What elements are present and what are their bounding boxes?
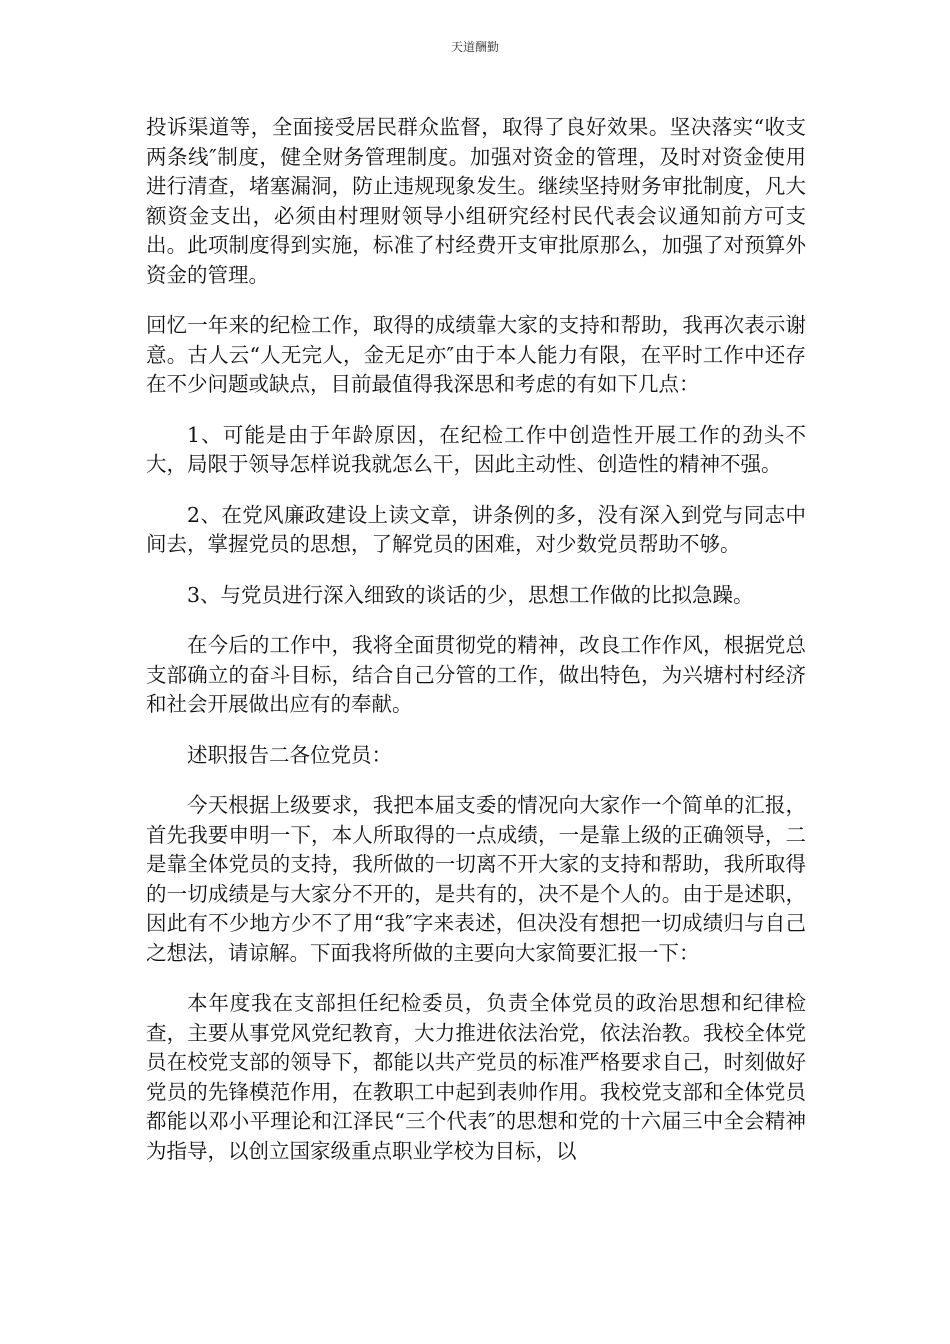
paragraph-7: 述职报告二各位党员： (187, 742, 392, 767)
paragraph-3: 1、可能是由于年龄原因，在纪检工作中创造性开展工作的劲头不大，局限于领导怎样说我就怎么干，因此主动性、创造性的精神不强。 (146, 422, 806, 476)
paragraph-6: 在今后的工作中，我将全面贯彻党的精神，改良工作作风，根据党总支部确立的奋斗目标，结合自己分管的工作，做出特色，为兴塘村村经济和社会开展做出应有的奉献。 (146, 633, 806, 716)
paragraph-9: 本年度我在支部担任纪检委员，负责全体党员的政治思想和纪律检查，主要从事党风党纪教育，大力推进依法治党，依法治教。我校全体党员在校党支部的领导下，都能以共产党员的标准严格要求自己，时刻做好党员的先锋模范作用，在教职工中起到表帅作用。我校党支部和全体党员都能以邓小平理论和江泽民“三个代表″的思想和党的十六届三中全会精神为指导，以创立国家级重点职业学校为目标，以 (146, 991, 806, 1163)
paragraph-2: 回忆一年来的纪检工作，取得的成绩靠大家的支持和帮助，我再次表示谢意。古人云“人无完人，金无足亦″由于本人能力有限，在平时工作中还存在不少问题或缺点，目前最值得我深思和考虑的有如下几点： (146, 313, 806, 396)
paragraph-4: 2、在党风廉政建设上读文章，讲条例的多，没有深入到党与同志中间去，掌握党员的思想，了解党员的困难，对少数党员帮助不够。 (146, 502, 806, 556)
paragraph-8: 今天根据上级要求，我把本届支委的情况向大家作一个简单的汇报，首先我要申明一下，本人所取得的一点成绩，一是靠上级的正确领导，二是靠全体党员的支持，我所做的一切离不开大家的支持和帮助，我所取得的一切成绩是与大家分不开的，是共有的，决不是个人的。由于是述职，因此有不少地方少不了用“我″字来表述，但决没有想把一切成绩归与自己之想法，请谅解。下面我将所做的主要向大家简要汇报一下： (146, 793, 806, 965)
document-body (146, 113, 806, 1187)
page-header: 天道酬勤 (450, 40, 499, 54)
paragraph-5: 3、与党员进行深入细致的谈话的少，思想工作做的比拟急躁。 (187, 582, 754, 607)
paragraph-1: 投诉渠道等，全面接受居民群众监督，取得了良好效果。坚决落实“收支两条线″制度，健全财务管理制度。加强对资金的管理，及时对资金使用进行清查，堵塞漏洞，防止违规现象发生。继续坚持财务审批制度，凡大额资金支出，必须由村理财领导小组研究经村民代表会议通知前方可支出。此项制度得到实施，标准了村经费开支审批原那么，加强了对预算外资金的管理。 (146, 115, 806, 287)
